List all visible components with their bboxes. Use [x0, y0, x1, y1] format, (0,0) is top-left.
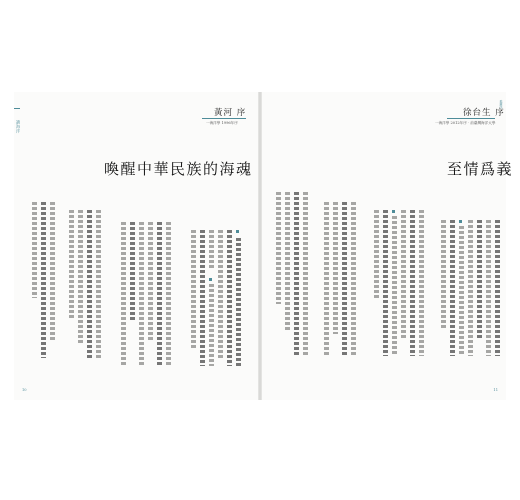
left-essay-title: 喚醒中華民族的海魂: [104, 160, 253, 178]
text-column: [419, 210, 424, 356]
left-page-number: 10: [22, 388, 27, 392]
text-column: [200, 230, 205, 366]
text-column: [450, 220, 455, 356]
text-column: [333, 202, 338, 334]
left-preface-subtitle: 一海洋學 1996年序: [206, 121, 238, 125]
side-tab-label: 讀海洋: [16, 120, 21, 134]
text-column: [32, 202, 37, 298]
text-column: [69, 210, 74, 318]
paragraph-mark: [459, 220, 462, 223]
text-column: [191, 230, 196, 348]
text-column: [401, 210, 406, 338]
text-column: [441, 220, 446, 330]
text-column: [218, 230, 223, 360]
text-column: [96, 210, 101, 360]
text-column: [148, 222, 153, 342]
text-column: [227, 230, 232, 366]
side-tab: [14, 108, 20, 228]
right-essay-title: 至情爲義: [447, 160, 514, 178]
paragraph-mark: [209, 278, 212, 281]
text-column: [410, 210, 415, 356]
right-preface-title: 徐台生 序: [463, 108, 505, 118]
text-column: [121, 222, 126, 366]
text-column: [157, 222, 162, 366]
book-spread: [14, 92, 514, 400]
right-preface-subtitle: 一海洋學 2012年序 · 前臺灣海洋大學: [435, 121, 496, 125]
paragraph-mark: [236, 230, 239, 233]
side-tab-rule: [14, 108, 20, 109]
text-column: [41, 202, 46, 358]
text-column: [468, 220, 473, 356]
text-column: [209, 230, 214, 270]
paragraph-mark: [392, 210, 395, 213]
text-column: [294, 192, 299, 356]
text-column: [285, 192, 290, 332]
text-column: [303, 192, 308, 356]
text-column: [495, 220, 500, 356]
text-column: [139, 222, 144, 366]
text-column: [78, 210, 83, 344]
text-column: [392, 216, 397, 356]
text-column: [50, 202, 55, 342]
text-column: [374, 210, 379, 300]
text-column: [276, 192, 281, 304]
text-column: [209, 284, 214, 366]
text-column: [477, 220, 482, 340]
text-column: [87, 210, 92, 360]
corner-tag: 推薦序: [499, 100, 503, 109]
text-column: [351, 202, 356, 356]
text-column: [342, 202, 347, 356]
text-column: [459, 226, 464, 356]
text-column: [383, 210, 388, 356]
text-column: [130, 222, 135, 322]
right-page-number: 11: [493, 388, 498, 392]
left-page: [14, 92, 259, 400]
right-preface-rule: [447, 118, 495, 119]
text-column: [486, 220, 491, 356]
text-column: [324, 202, 329, 356]
text-column: [236, 238, 241, 366]
left-preface-title: 黃河 序: [214, 108, 247, 118]
right-page: [261, 92, 514, 400]
text-column: [166, 222, 171, 366]
left-preface-rule: [202, 118, 246, 119]
